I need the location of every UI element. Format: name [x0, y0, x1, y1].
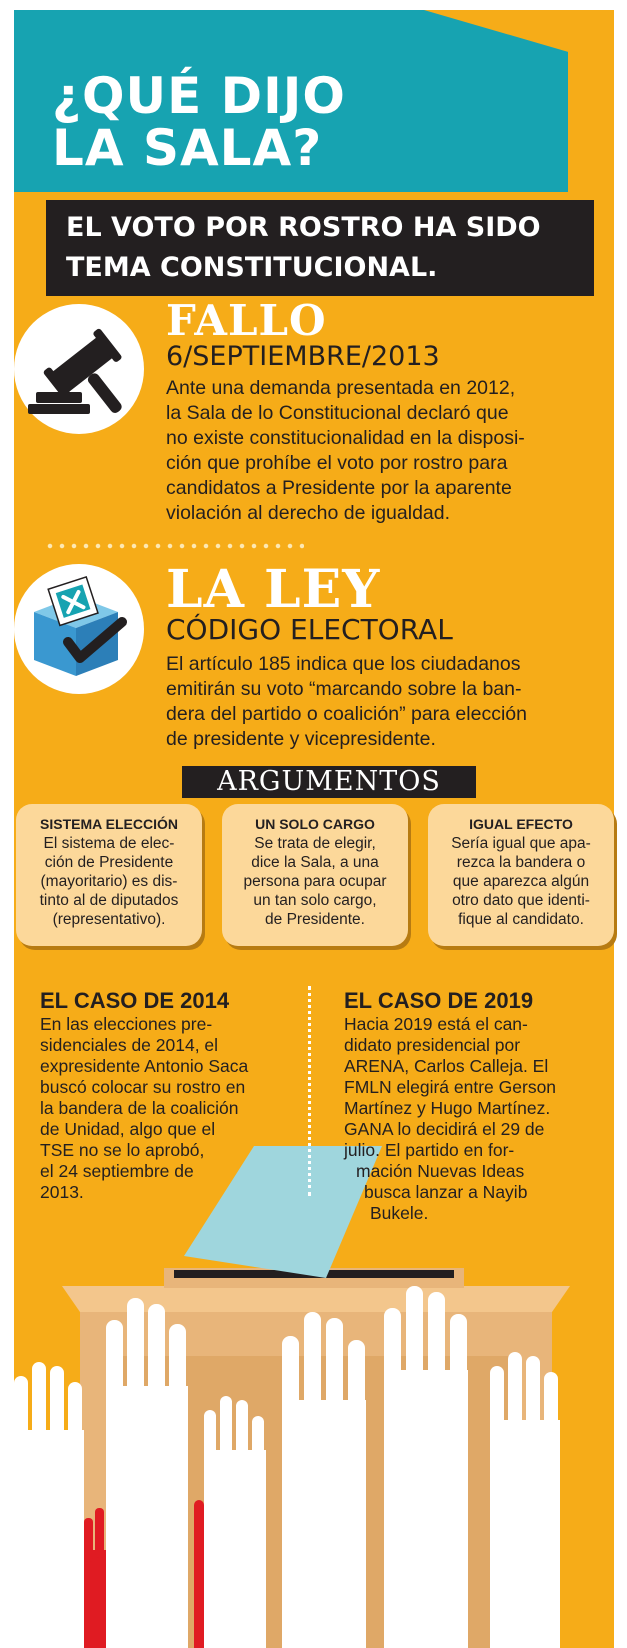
card-text: Se trata de elegir, dice la Sala, a una persona para ocupar un tan solo cargo, de Presidente.	[243, 835, 387, 928]
card-title: IGUAL EFECTO	[469, 816, 573, 832]
fallo-heading: FALLO	[166, 296, 327, 345]
subtitle: EL VOTO POR ROSTRO HA SIDO TEMA CONSTITUCIONAL.	[66, 212, 541, 283]
main-title: ¿QUÉ DIJO LA SALA?	[52, 67, 346, 177]
caso-2014-title: EL CASO DE 2014	[40, 988, 230, 1013]
card-title: SISTEMA ELECCIÓN	[40, 816, 178, 832]
caso-2014-text: En las elecciones pre- sidenciales de 2014, el expresidente Antonio Saca buscó colocar su rostro en la bandera de la coalición de Unidad, algo que el TSE no se lo aprobó, el 24 septiembre de 2013.	[40, 1014, 249, 1202]
card-text: El sistema de elec- ción de Presidente (mayoritario) es dis- tinto al de diputados (representativo).	[39, 835, 179, 928]
card-text: Sería igual que apa- rezca la bandera o que aparezca algún otro dato que identi- fique al candidato.	[451, 835, 591, 928]
caso-2019-title: EL CASO DE 2019	[344, 988, 534, 1013]
ley-heading: LA LEY	[166, 559, 381, 620]
case-divider	[308, 986, 311, 1196]
fallo-text: Ante una demanda presentada en 2012, la Sala de lo Constitucional declaró que no existe constitucionalidad en la disposi- ción que prohíbe el voto por rostro para candidatos a Presidente por la aparente violación al derecho de igualdad.	[166, 377, 525, 524]
ley-subheading: CÓDIGO ELECTORAL	[166, 613, 453, 646]
argumentos-label: ARGUMENTOS	[182, 766, 476, 798]
argument-card-cargo	[222, 804, 408, 946]
ballot-circle	[14, 564, 144, 694]
ley-text: El artículo 185 indica que los ciudadanos emitirán su voto “marcando sobre la ban- dera del partido o coalición” para elección de presidente y vicepresidente.	[166, 653, 527, 750]
ballot-box-check-icon	[14, 564, 144, 694]
argument-card-efecto	[428, 804, 614, 946]
argument-card-sistema	[16, 804, 202, 946]
gavel-circle	[14, 304, 144, 434]
fallo-date: 6/SEPTIEMBRE/2013	[166, 341, 440, 372]
caso-2019-text: Hacia 2019 está el can- didato presidencial por ARENA, Carlos Calleja. El FMLN elegirá entre Gerson Martínez y Hugo Martínez. GANA lo decidirá el 29 de julio. El partido en for- mación Nuevas Ideas busca lanzar a Nayib Bukele.	[344, 1014, 557, 1223]
card-title: UN SOLO CARGO	[255, 816, 375, 832]
dotted-divider	[44, 543, 304, 549]
gavel-icon	[14, 304, 144, 434]
